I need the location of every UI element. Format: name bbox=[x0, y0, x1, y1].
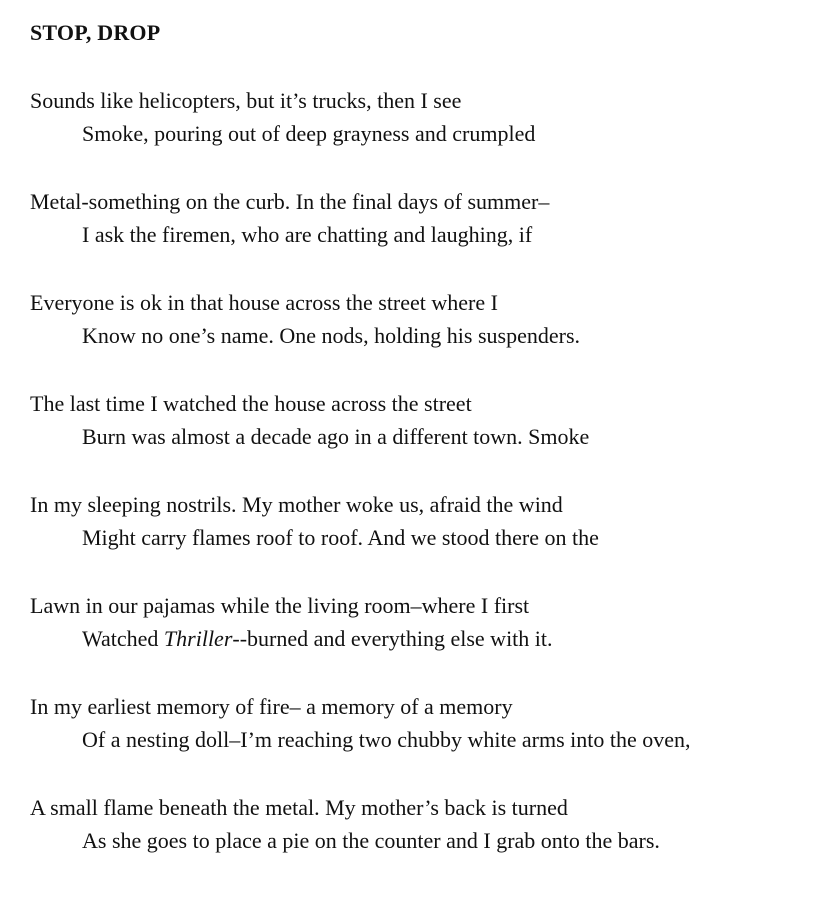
poem-line-indented: Of a nesting doll–I’m reaching two chubby white arms into the oven, bbox=[82, 727, 691, 752]
stanza bbox=[30, 488, 820, 554]
poem-line-indented: I ask the firemen, who are chatting and laughing, if bbox=[82, 222, 533, 247]
poem-line-indented: Might carry flames roof to roof. And we stood there on the bbox=[82, 525, 599, 550]
poem-line: Everyone is ok in that house across the street where I bbox=[30, 290, 498, 315]
poem-line: Sounds like helicopters, but it’s trucks, then I see bbox=[30, 88, 462, 113]
stanza bbox=[30, 185, 820, 251]
poem-line-indented: Know no one’s name. One nods, holding his suspenders. bbox=[82, 323, 581, 348]
stanza bbox=[30, 791, 820, 857]
poem-line-indented bbox=[30, 622, 820, 655]
poem-title: STOP, DROP bbox=[30, 20, 161, 45]
italic-title-thriller: Thriller bbox=[163, 626, 233, 651]
poem-line-indented: As she goes to place a pie on the counter and I grab onto the bars. bbox=[82, 828, 660, 853]
poem-line-indented: Smoke, pouring out of deep grayness and crumpled bbox=[82, 121, 536, 146]
poem-line: A small flame beneath the metal. My mother’s back is turned bbox=[30, 795, 568, 820]
stanza bbox=[30, 84, 820, 150]
stanza bbox=[30, 387, 820, 453]
stanza bbox=[30, 286, 820, 352]
line-text: Watched bbox=[82, 626, 164, 651]
stanza bbox=[30, 690, 820, 756]
poem-line: Metal-something on the curb. In the final days of summer– bbox=[30, 189, 550, 214]
poem bbox=[30, 18, 820, 892]
poem-line: In my sleeping nostrils. My mother woke us, afraid the wind bbox=[30, 492, 563, 517]
poem-line: The last time I watched the house across the street bbox=[30, 391, 472, 416]
poem-line-indented: Burn was almost a decade ago in a different town. Smoke bbox=[82, 424, 590, 449]
poem-line: In my earliest memory of fire– a memory of a memory bbox=[30, 694, 513, 719]
line-text: --burned and everything else with it. bbox=[232, 626, 553, 651]
poem-line: Lawn in our pajamas while the living room–where I first bbox=[30, 593, 530, 618]
stanza bbox=[30, 589, 820, 655]
